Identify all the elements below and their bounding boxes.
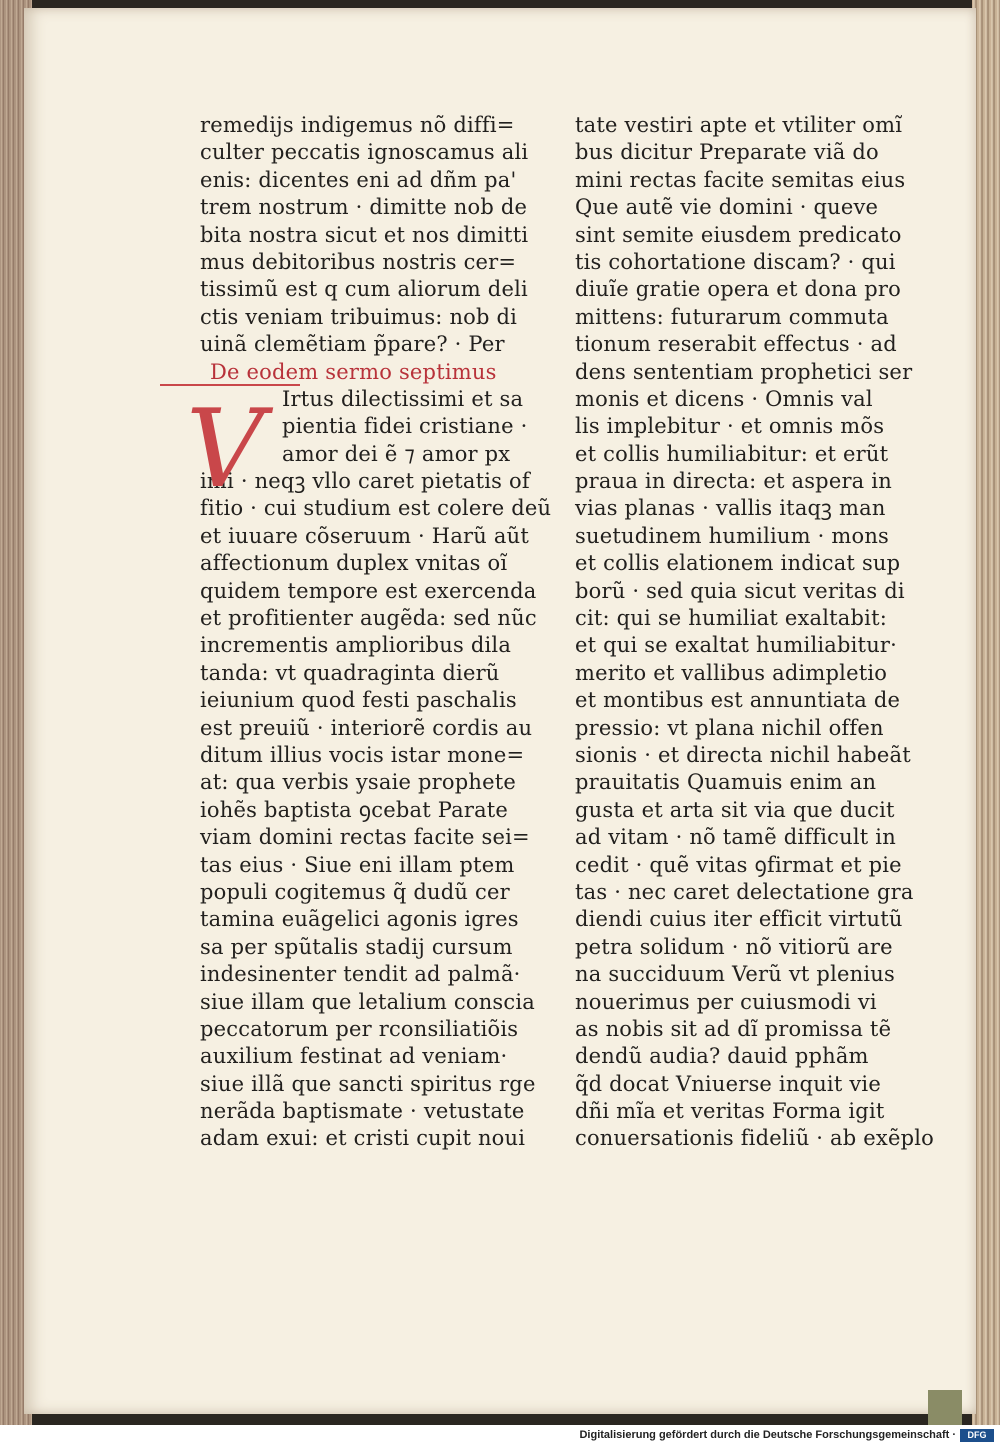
text-line: lis implebitur · et omnis mõs — [575, 414, 885, 439]
text-line: ad vitam · nõ tamẽ difficult in — [575, 825, 896, 850]
text-line: petra solidum · nõ vitiorũ are — [575, 934, 893, 959]
text-line: tate vestiri apte et vtiliter omĩ — [575, 113, 903, 137]
initial-flourish-line — [160, 384, 300, 386]
text-line: na succiduum Verũ vt plenius — [575, 962, 895, 987]
text-line: imi · neqꝫ vllo caret pietatis of — [200, 469, 530, 494]
text-line: suetudinem humilium · mons — [575, 523, 890, 548]
text-line: et collis elationem indicat sup — [575, 551, 901, 576]
text-line: uinã clemẽtiam p̃pare? · Per — [200, 332, 505, 357]
text-line: tis cohortatione discam? · qui — [575, 249, 896, 274]
text-line: est preuiũ · interiorẽ cordis au — [200, 715, 533, 740]
text-line: De eodem sermo septimus — [210, 359, 497, 384]
text-line: gusta et arta sit via que ducit — [575, 797, 895, 822]
text-line: incrementis amplioribus dila — [200, 633, 512, 658]
text-line: quidem tempore est exercenda — [200, 578, 537, 603]
text-line: at: qua verbis ysaie prophete — [200, 770, 516, 795]
text-line: iohẽs baptista ꝯcebat Parate — [200, 797, 509, 822]
text-line: indesinenter tendit ad palmã· — [200, 962, 521, 987]
text-line: pressio: vt plana nichil offen — [575, 715, 884, 740]
text-line: trem nostrum · dimitte nob de — [200, 195, 528, 220]
text-line: Irtus dilectissimi et sa — [282, 386, 524, 411]
text-line: cedit · quẽ vitas ꝯfirmat et pie — [575, 852, 902, 877]
text-line: tionum reserabit effectus · ad — [575, 332, 897, 357]
text-line: as nobis sit ad dĩ promissa tẽ — [575, 1016, 892, 1041]
text-line: peccatorum per rconsiliatiõis — [200, 1016, 519, 1041]
text-line: et iuuare cõseruum · Harũ aũt — [200, 523, 529, 548]
text-line: remedijs indigemus nõ diffi= — [200, 113, 515, 137]
text-line: dñi mĩa et veritas Forma igit — [575, 1099, 885, 1124]
text-line: sa per spũtalis stadij cursum — [200, 934, 513, 959]
text-line: diuĩe gratie opera et dona pro — [575, 277, 901, 302]
text-line: sionis · et directa nichil habeãt — [575, 742, 911, 767]
text-line: q̃d docat Vniuerse inquit vie — [575, 1071, 881, 1096]
text-line: dendũ audia? dauid pphãm — [575, 1044, 869, 1069]
text-line: dens sententiam prophetici ser — [575, 359, 913, 384]
text-line: ctis veniam tribuimus: nob di — [200, 304, 518, 329]
text-line: mittens: futurarum commuta — [575, 304, 889, 329]
text-line: populi cogitemus q̃ dudũ cer — [200, 879, 510, 904]
text-line: et profitienter augẽda: sed nũc — [200, 606, 537, 631]
text-line: nouerimus per cuiusmodi vi — [575, 989, 877, 1014]
text-line: ditum illius vocis istar mone= — [200, 742, 525, 767]
text-line: diendi cuius iter efficit virtutũ — [575, 907, 903, 932]
text-line: tas · nec caret delectatione gra — [575, 879, 914, 904]
text-line: merito et vallibus adimpletio — [575, 660, 888, 685]
text-line: borũ · sed quia sicut veritas di — [575, 578, 905, 603]
text-line: auxilium festinat ad veniam· — [200, 1044, 508, 1069]
text-line: ieiunium quod festi paschalis — [200, 688, 517, 713]
text-line: tas eius · Siue eni illam ptem — [200, 852, 515, 877]
book-page-edges-right — [972, 0, 1000, 1425]
text-line: prauitatis Quamuis enim an — [575, 770, 877, 795]
text-line: mus debitoribus nostris cer= — [200, 249, 517, 274]
text-line: monis et dicens · Omnis val — [575, 386, 873, 411]
text-line: tanda: vt quadraginta dierũ — [200, 660, 500, 685]
decorated-initial-letter: V — [186, 386, 265, 512]
bookmark-ribbon — [928, 1390, 962, 1430]
text-line: vias planas · vallis itaqꝫ man — [575, 496, 886, 521]
text-line: siue illã que sancti spiritus rge — [200, 1071, 536, 1096]
text-line: conuersationis fideliũ · ab exẽplo — [575, 1126, 934, 1151]
text-line: amor dei ẽ ⁊ amor px — [282, 441, 511, 466]
text-line: mini rectas facite semitas eius — [575, 167, 906, 192]
text-line: et qui se exaltat humiliabitur· — [575, 633, 898, 658]
text-column-left — [186, 112, 552, 1153]
text-line: pientia fidei cristiane · — [282, 414, 528, 439]
text-line: culter peccatis ignoscamus ali — [200, 140, 529, 165]
text-line: enis: dicentes eni ad dñm pa' — [200, 167, 517, 192]
text-line: et montibus est annuntiata de — [575, 688, 901, 713]
funding-credit: Digitalisierung gefördert durch die Deutsche Forschungsgemeinschaft · — [579, 1429, 956, 1441]
text-line: bus dicitur Preparate viã do — [575, 140, 879, 165]
text-line: affectionum duplex vnitas oĩ — [200, 551, 508, 576]
text-column-right — [575, 112, 934, 1153]
dfg-logo: DFG — [960, 1429, 994, 1442]
text-line: viam domini rectas facite sei= — [200, 825, 530, 850]
text-line: nerãda baptismate · vetustate — [200, 1099, 525, 1124]
text-line: sint semite eiusdem predicato — [575, 222, 902, 247]
text-line: et collis humiliabitur: et erũt — [575, 441, 889, 466]
text-line: bita nostra sicut et nos dimitti — [200, 222, 529, 247]
text-line: adam exui: et cristi cupit noui — [200, 1126, 526, 1151]
text-line: Que autẽ vie domini · queve — [575, 195, 879, 220]
text-line: cit: qui se humiliat exaltabit: — [575, 606, 887, 631]
text-line: siue illam que letalium conscia — [200, 989, 536, 1014]
footer-bar — [0, 1425, 1000, 1447]
text-line: tissimũ est q cum aliorum deli — [200, 277, 528, 302]
text-line: tamina euãgelici agonis igres — [200, 907, 519, 932]
text-line: praua in directa: et aspera in — [575, 469, 892, 494]
text-line: fitio · cui studium est colere deũ — [200, 496, 552, 521]
